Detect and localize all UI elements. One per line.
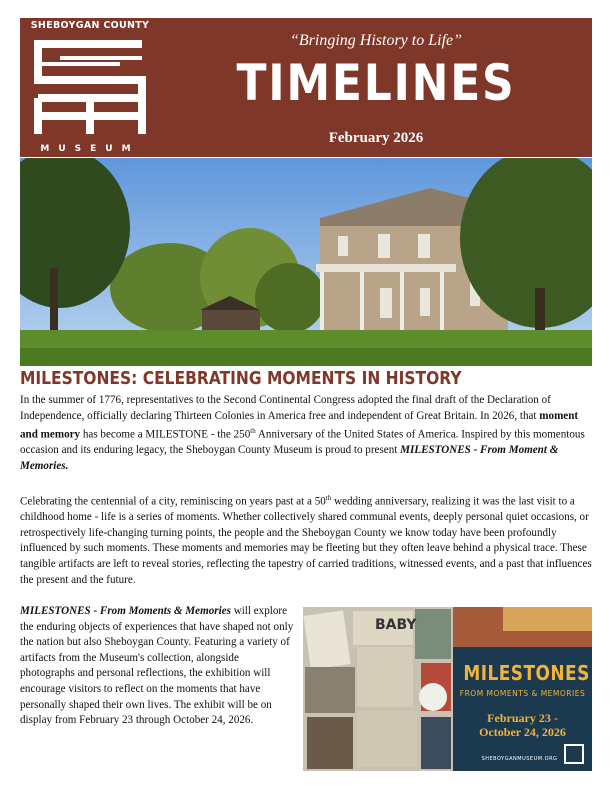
newsletter-title: TIMELINES [236,54,516,112]
poster-date-start: February 23 - [487,711,558,725]
logo-bottom-text: MUSEUM [40,144,140,154]
museum-house-photo [20,158,592,366]
poster-title: MILESTONES [463,661,590,685]
article-paragraph-1: In the summer of 1776, representatives to the Second Continental Congress adopted the final draft of the Declaration of Independence, officially declaring Thirteen Colonies in America free and independent of Great Britain. In 2026, that moment and memory has become a MILESTONE - the 250th Anniversary of the United States of America. Inspired by this momentous occasion and its enduring legacy, the Sheboygan County Museum is proud to present MILESTONES - From Moment & Memories. [20,394,585,473]
poster-dates [453,711,592,739]
museum-logo [26,20,154,156]
article-paragraph-2: Celebrating the centennial of a city, reminiscing on years past at a 50th wedding anniversary, realizing it was the last visit to a childhood home - life is a series of moments. Whether collectively shared communal events, deeply personal quiet occasions, or retrospectively life-changing turning points, the people and the Sheboygan County we know today have been profoundly influenced by such moments. These moments and memories may be fleeting but they often leave behind a physical trace. These tangible artifacts are left to reveal stories, reflecting the tapestry of carried traditions, witnessed events, and a past that influences the present and the future. [20,494,592,586]
issue-date: February 2026 [328,130,424,146]
poster-collage-word: BABY [375,617,417,633]
tagline: “Bringing History to Life” [289,32,463,49]
article-heading: MILESTONES: CELEBRATING MOMENTS IN HISTORY [20,368,462,389]
masthead-banner [20,18,592,157]
logo-top-text: SHEBOYGAN COUNTY [30,20,150,31]
poster-date-end: October 24, 2026 [479,725,566,739]
museum-monogram-icon [30,36,150,142]
poster-website: SHEBOYGANMUSEUM.ORG [481,756,558,762]
poster-subtitle: FROM MOMENTS & MEMORIES [459,689,586,698]
article-paragraph-3: MILESTONES - From Moments & Memories will explore the enduring objects of experiences that have shaped not only the nation but also Sheboygan County. Featuring a variety of artifacts from the Museum's collection, alongside photographs and personal reflections, the exhibition will encourage visitors to reflect on the moments that have personally shaped their own lives. The exhibit will be on display from February 23 through October 24, 2026. [20,605,294,727]
exhibit-poster [303,607,592,771]
